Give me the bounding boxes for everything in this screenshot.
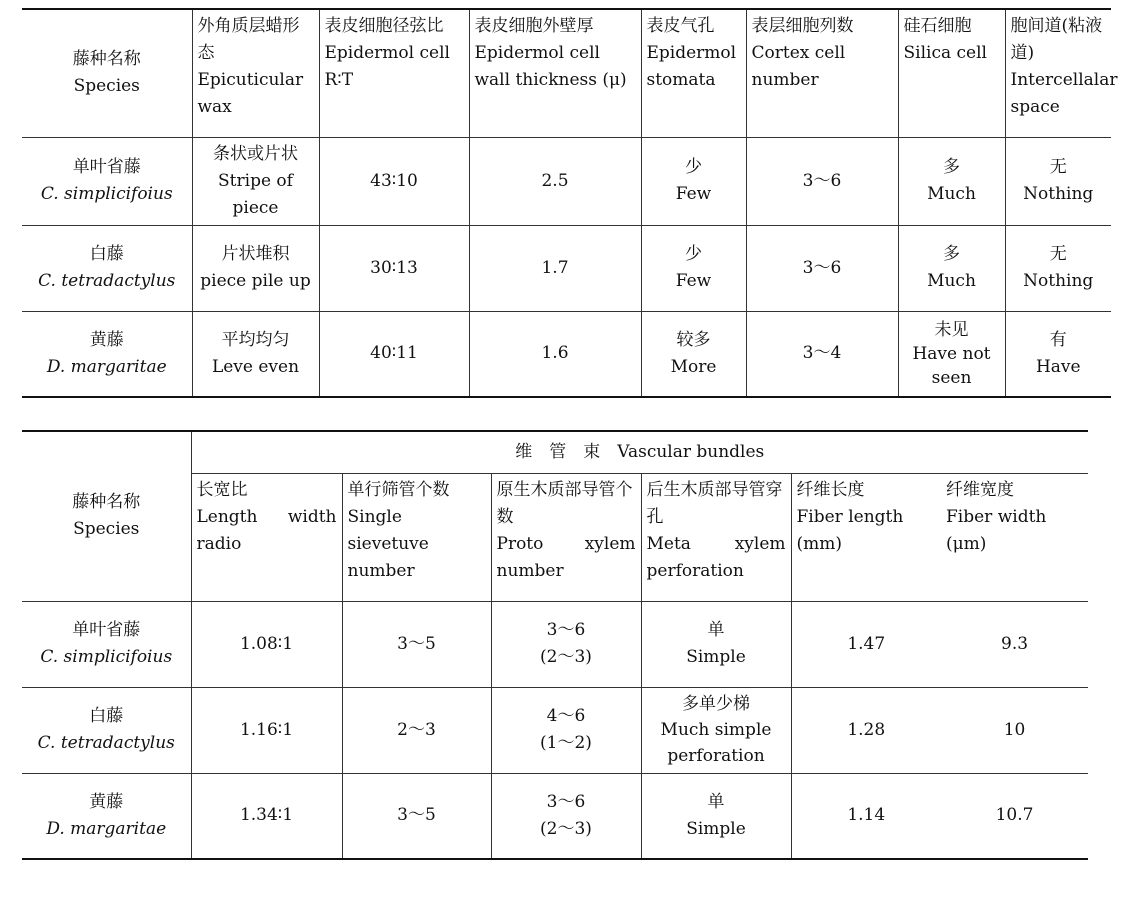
header-thickness-cn: 表皮细胞外壁厚 <box>474 16 594 36</box>
species-cell <box>22 311 192 397</box>
header-fiber-wid-cn: 纤维宽度 <box>946 479 1014 500</box>
meta-cn: 单 <box>707 791 725 812</box>
header-epicuticular-wax <box>192 9 319 137</box>
table-row <box>22 601 1088 687</box>
silica-en: Much <box>927 271 976 291</box>
cortex-cell: 3～6 <box>746 137 898 225</box>
header-wax-cn: 外角质层蜡形态 <box>197 16 300 63</box>
space-en: Nothing <box>1023 271 1094 291</box>
proto-count: 3～6 <box>546 620 586 640</box>
header-lw-cn: 长宽比 <box>196 479 248 500</box>
header-ratio-en: Epidermol cell R∶T <box>324 43 450 90</box>
header-lw-en-c: radio <box>196 533 242 554</box>
proto-count: 3～6 <box>546 791 586 812</box>
fiber-width-cell: 9.3 <box>941 601 1088 687</box>
silica-cell <box>898 225 1005 311</box>
fiber-length-cell: 1.47 <box>791 601 941 687</box>
header-cortex-cell <box>746 9 898 137</box>
header-meta-xylem <box>641 473 791 601</box>
meta-cn: 单 <box>707 620 725 640</box>
meta-cell <box>641 773 791 859</box>
species-latin: C. simplicifoius <box>40 647 173 667</box>
header-meta-cn: 后生木质部导管穿孔 <box>646 479 783 527</box>
header-cortex-en: Cortex cell number <box>751 43 846 90</box>
species-cn: 黄藤 <box>89 329 124 350</box>
header-meta-en-a: Meta <box>646 533 691 554</box>
species-cn: 单叶省藤 <box>72 620 141 640</box>
sieve-cell: 3～5 <box>342 601 491 687</box>
proto-cell <box>491 601 641 687</box>
header-proto-xylem <box>491 473 641 601</box>
header-silica-cell <box>898 9 1005 137</box>
header-thickness-en: Epidermol cell wall thickness (μ) <box>474 43 627 90</box>
header-vascular-bundles: 维 管 束 Vascular bundles <box>191 431 1088 473</box>
thickness-cell: 1.6 <box>469 311 641 397</box>
header-stomata <box>641 9 746 137</box>
stomata-en: Few <box>675 271 712 291</box>
space-cell <box>1005 137 1111 225</box>
fiber-length-cell: 1.28 <box>791 687 941 773</box>
stomata-cell <box>641 225 746 311</box>
header-species-en: Species <box>73 76 140 97</box>
header-length-width <box>191 473 342 601</box>
silica-cell <box>898 137 1005 225</box>
proto-range: (2～3) <box>540 647 592 667</box>
header-fiber-wid-en: Fiber width <box>946 506 1047 527</box>
ratio-cell: 1.16∶1 <box>191 687 342 773</box>
header-fiber-len-cn: 纤维长度 <box>796 479 865 500</box>
header-sieve-cn: 单行筛管个数 <box>347 479 450 500</box>
silica-cell <box>898 311 1005 397</box>
meta-cn: 多单少梯 <box>682 694 750 714</box>
table2-group-row <box>22 431 1088 473</box>
table1-header-row <box>22 9 1111 137</box>
header-species <box>22 9 192 137</box>
wax-cell <box>192 225 319 311</box>
header-cortex-cn: 表层细胞列数 <box>751 16 854 36</box>
ratio-cell: 1.34∶1 <box>191 773 342 859</box>
stomata-cell <box>641 137 746 225</box>
silica-en: Much <box>927 184 976 204</box>
stomata-en: More <box>670 356 717 377</box>
species-cell <box>22 137 192 225</box>
species-cn: 白藤 <box>89 706 124 726</box>
stomata-cn: 少 <box>685 244 702 264</box>
fiber-width-cell: 10.7 <box>941 773 1088 859</box>
header-meta-en-line <box>647 531 786 558</box>
cortex-cell: 3～4 <box>746 311 898 397</box>
space-cn: 无 <box>1049 157 1067 177</box>
fiber-length-cell: 1.14 <box>791 773 941 859</box>
wax-en: Stripe of piece <box>218 170 293 218</box>
header-meta-en-c: perforation <box>646 560 744 581</box>
anatomy-table-epidermis <box>22 8 1118 398</box>
proto-range: (2～3) <box>540 818 592 839</box>
wax-cell <box>192 311 319 397</box>
wax-cn: 平均均匀 <box>221 329 290 350</box>
table-row <box>22 773 1088 859</box>
ratio-cell: 43∶10 <box>319 137 469 225</box>
header-lw-en-a: Length <box>196 506 258 527</box>
species-latin: D. margaritae <box>46 356 167 377</box>
header-proto-en-b: xylem <box>584 533 636 554</box>
species-cell <box>22 773 191 859</box>
header-species-cn: 藤种名称 <box>72 49 141 70</box>
wax-en: piece pile up <box>200 271 311 291</box>
ratio-cell: 40∶11 <box>319 311 469 397</box>
header-species-en: Species <box>73 519 140 540</box>
header-proto-en-line <box>497 531 636 558</box>
species-latin: D. margaritae <box>46 818 167 839</box>
proto-cell <box>491 773 641 859</box>
header-proto-en-c: number <box>496 560 564 581</box>
wax-cell <box>192 137 319 225</box>
header-intercellular-space <box>1005 9 1118 137</box>
table-row <box>22 311 1111 397</box>
cortex-cell: 3～6 <box>746 225 898 311</box>
space-en: Nothing <box>1023 184 1094 204</box>
meta-en: Much simple perforation <box>660 720 772 766</box>
header-silica-en: Silica cell <box>903 43 987 63</box>
stomata-en: Few <box>675 184 712 204</box>
ratio-cell: 1.08∶1 <box>191 601 342 687</box>
meta-cell <box>641 687 791 773</box>
proto-cell <box>491 687 641 773</box>
proto-range: (1～2) <box>540 733 592 753</box>
thickness-cell: 1.7 <box>469 225 641 311</box>
space-cell <box>1005 311 1111 397</box>
stomata-cell <box>641 311 746 397</box>
species-cn: 单叶省藤 <box>72 157 141 177</box>
meta-en: Simple <box>686 818 746 839</box>
meta-cell <box>641 601 791 687</box>
stomata-cn: 少 <box>685 157 702 177</box>
header-lw-en-b: width <box>287 506 337 527</box>
wax-cn: 条状或片状 <box>213 143 298 164</box>
header-proto-cn: 原生木质部导管个数 <box>496 479 633 527</box>
silica-cn: 多 <box>943 244 960 264</box>
fiber-width-cell: 10 <box>941 687 1088 773</box>
header-wax-en: Epicuticular wax <box>197 70 304 117</box>
header-proto-en-a: Proto <box>496 533 544 554</box>
species-cn: 黄藤 <box>89 791 124 812</box>
species-latin: C. simplicifoius <box>40 184 173 204</box>
header-species <box>22 431 191 601</box>
sieve-cell: 2～3 <box>342 687 491 773</box>
space-en: Have <box>1035 356 1081 377</box>
table-row <box>22 687 1088 773</box>
header-species-cn: 藤种名称 <box>72 492 141 513</box>
wax-cn: 片状堆积 <box>221 244 290 264</box>
species-cell <box>22 225 192 311</box>
header-meta-en-b: xylem <box>734 533 786 554</box>
species-latin: C. tetradactylus <box>37 733 175 753</box>
header-sieve-tube <box>342 473 491 601</box>
header-stomata-en: Epidermol stomata <box>646 43 737 90</box>
wax-en: Leve even <box>211 356 300 377</box>
header-space-cn: 胞间道(粘液道) <box>1010 16 1103 63</box>
table-row <box>22 225 1111 311</box>
space-cell <box>1005 225 1111 311</box>
header-fiber-len-unit: (mm) <box>796 533 843 554</box>
ratio-cell: 30∶13 <box>319 225 469 311</box>
header-fiber-wid-unit: (μm) <box>946 533 987 554</box>
proto-count: 4～6 <box>546 706 586 726</box>
anatomy-table-vascular-bundles <box>22 430 1088 860</box>
header-stomata-cn: 表皮气孔 <box>646 16 715 36</box>
space-cn: 有 <box>1049 329 1067 350</box>
sieve-cell: 3～5 <box>342 773 491 859</box>
header-wall-thickness <box>469 9 641 137</box>
species-cell <box>22 687 191 773</box>
header-fiber-length <box>791 473 941 601</box>
stomata-cn: 较多 <box>676 329 711 350</box>
header-fiber-width <box>941 473 1088 601</box>
species-cn: 白藤 <box>89 244 124 264</box>
header-lw-en-line <box>197 504 337 531</box>
species-cell <box>22 601 191 687</box>
header-ratio-cn: 表皮细胞径弦比 <box>324 16 444 36</box>
header-cell-ratio <box>319 9 469 137</box>
silica-en: Have not seen <box>912 343 991 388</box>
thickness-cell: 2.5 <box>469 137 641 225</box>
silica-cn: 多 <box>943 157 960 177</box>
header-fiber-len-en: Fiber length <box>796 506 904 527</box>
silica-cn: 未见 <box>934 319 969 340</box>
meta-en: Simple <box>686 647 746 667</box>
header-sieve-en: Single sievetuve number <box>347 506 429 581</box>
space-cn: 无 <box>1049 244 1067 264</box>
header-space-en: Intercellalar space <box>1010 70 1118 117</box>
table-row <box>22 137 1111 225</box>
species-latin: C. tetradactylus <box>38 271 176 291</box>
header-silica-cn: 硅石细胞 <box>903 16 972 36</box>
